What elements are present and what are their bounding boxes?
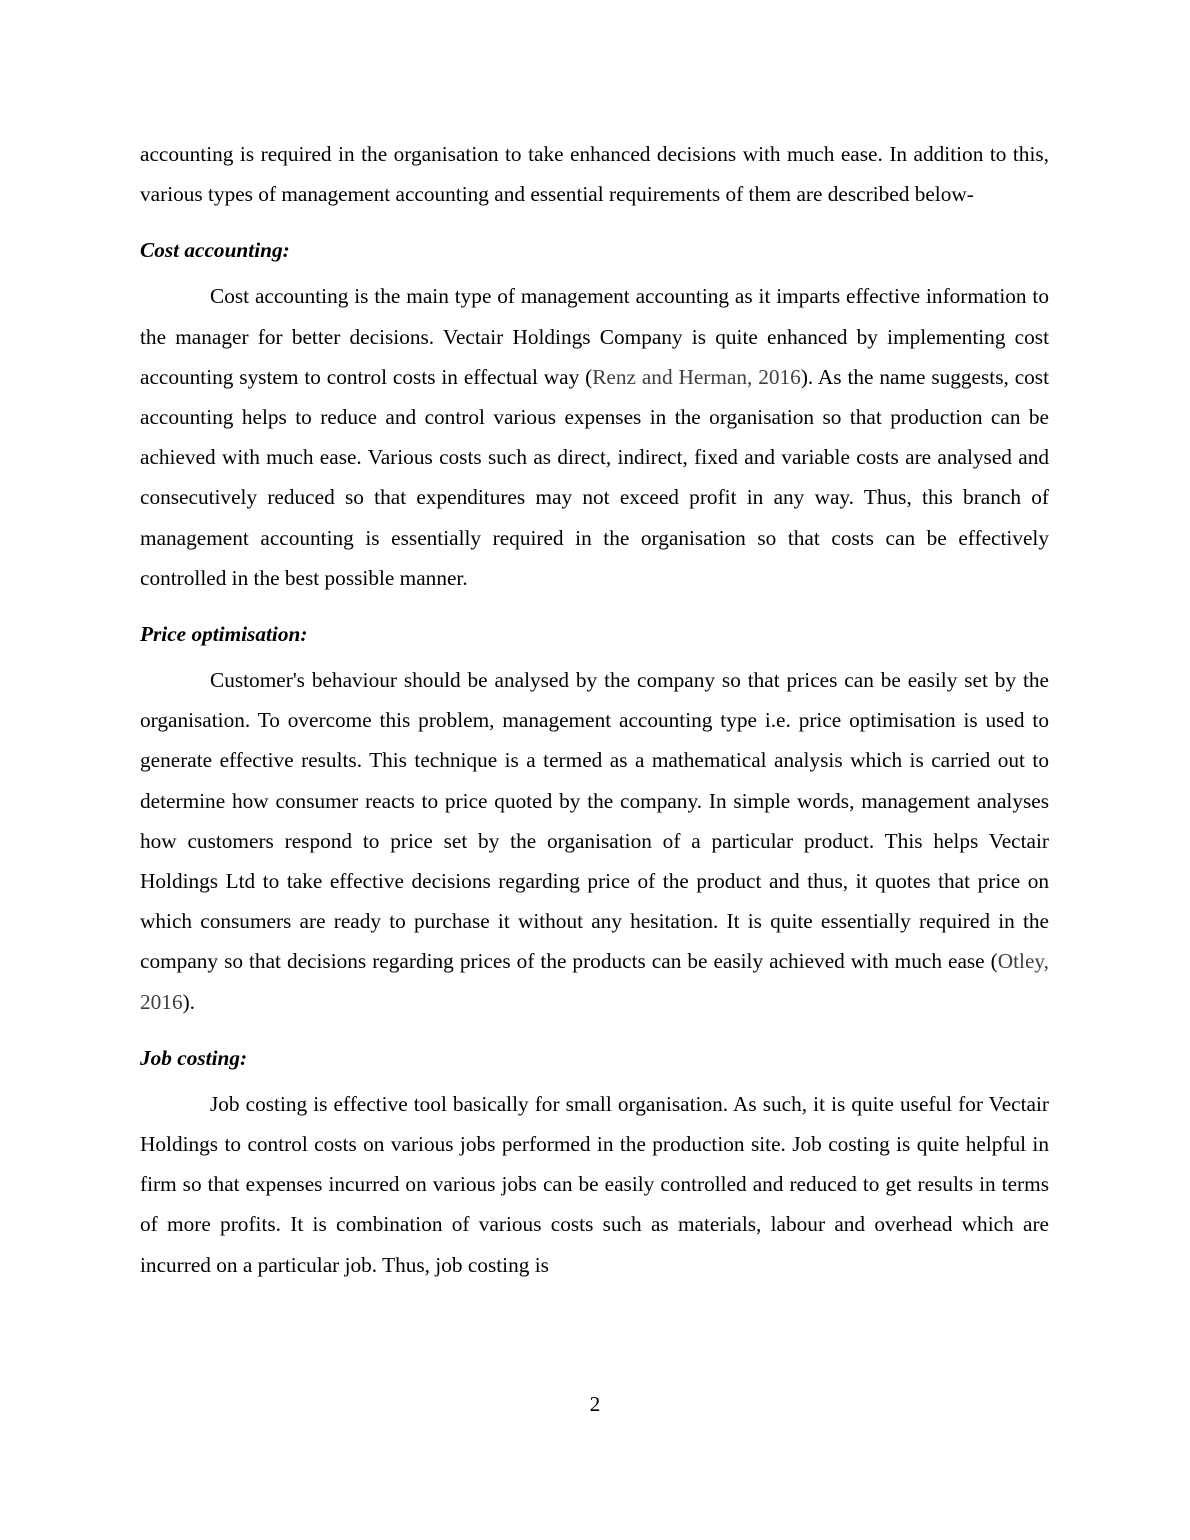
section-body-cost-accounting <box>140 276 1049 598</box>
section-heading-cost-accounting: Cost accounting: <box>140 238 290 263</box>
body-text: Cost accounting is the main type of management accounting as it imparts effective information to the manager for better decisions. Vectair Holdings Company is quite enhanced by implementing cost accounting system to control costs in effectual way ( <box>140 284 1049 389</box>
page-number: 2 <box>589 1392 601 1416</box>
body-text: Customer's behaviour should be analysed by the company so that prices can be easily set by the organisation. To overcome this problem, management accounting type i.e. price optimisation is used to generate effective results. This technique is a termed as a mathematical analysis which is carried out to determine how consumer reacts to price quoted by the company. In simple words, management analyses how customers respond to price set by the organisation of a particular product. This helps Vectair Holdings Ltd to take effective decisions regarding price of the product and thus, it quotes that price on which consumers are ready to purchase it without any hesitation. It is quite essentially required in the company so that decisions regarding prices of the products can be easily achieved with much ease ( <box>140 668 1049 974</box>
citation: Renz and Herman, 2016 <box>592 364 801 389</box>
section-heading-job-costing: Job costing: <box>140 1045 248 1070</box>
body-text: ). As the name suggests, cost accounting helps to reduce and control various expenses in the organisation so that production can be achieved with much ease. Various costs such as direct, indirect, fixed and variable costs are analysed and consecutively reduced so that expenditures may not exceed profit in any way. Thus, this branch of management accounting is essentially required in the organisation so that costs can be effectively controlled in the best possible manner. <box>140 364 1049 590</box>
document-page <box>140 134 1049 1285</box>
section-body-price-optimisation <box>140 660 1049 1022</box>
citation: Otley, 2016 <box>140 949 1049 1014</box>
section-heading-price-optimisation: Price optimisation: <box>140 622 308 647</box>
section-body-job-costing: Job costing is effective tool basically for small organisation. As such, it is quite useful for Vectair Holdings to control costs on various jobs performed in the production site. Job costing is quite helpful in firm so that expenses incurred on various jobs can be easily controlled and reduced to get results in terms of more profits. It is combination of various costs such as materials, labour and overhead which are incurred on a particular job. Thus, job costing is <box>140 1091 1049 1277</box>
intro-paragraph: accounting is required in the organisation to take enhanced decisions with much ease. In addition to this, various types of management accounting and essential requirements of them are described below- <box>140 142 1049 207</box>
body-text: ). <box>182 989 196 1014</box>
